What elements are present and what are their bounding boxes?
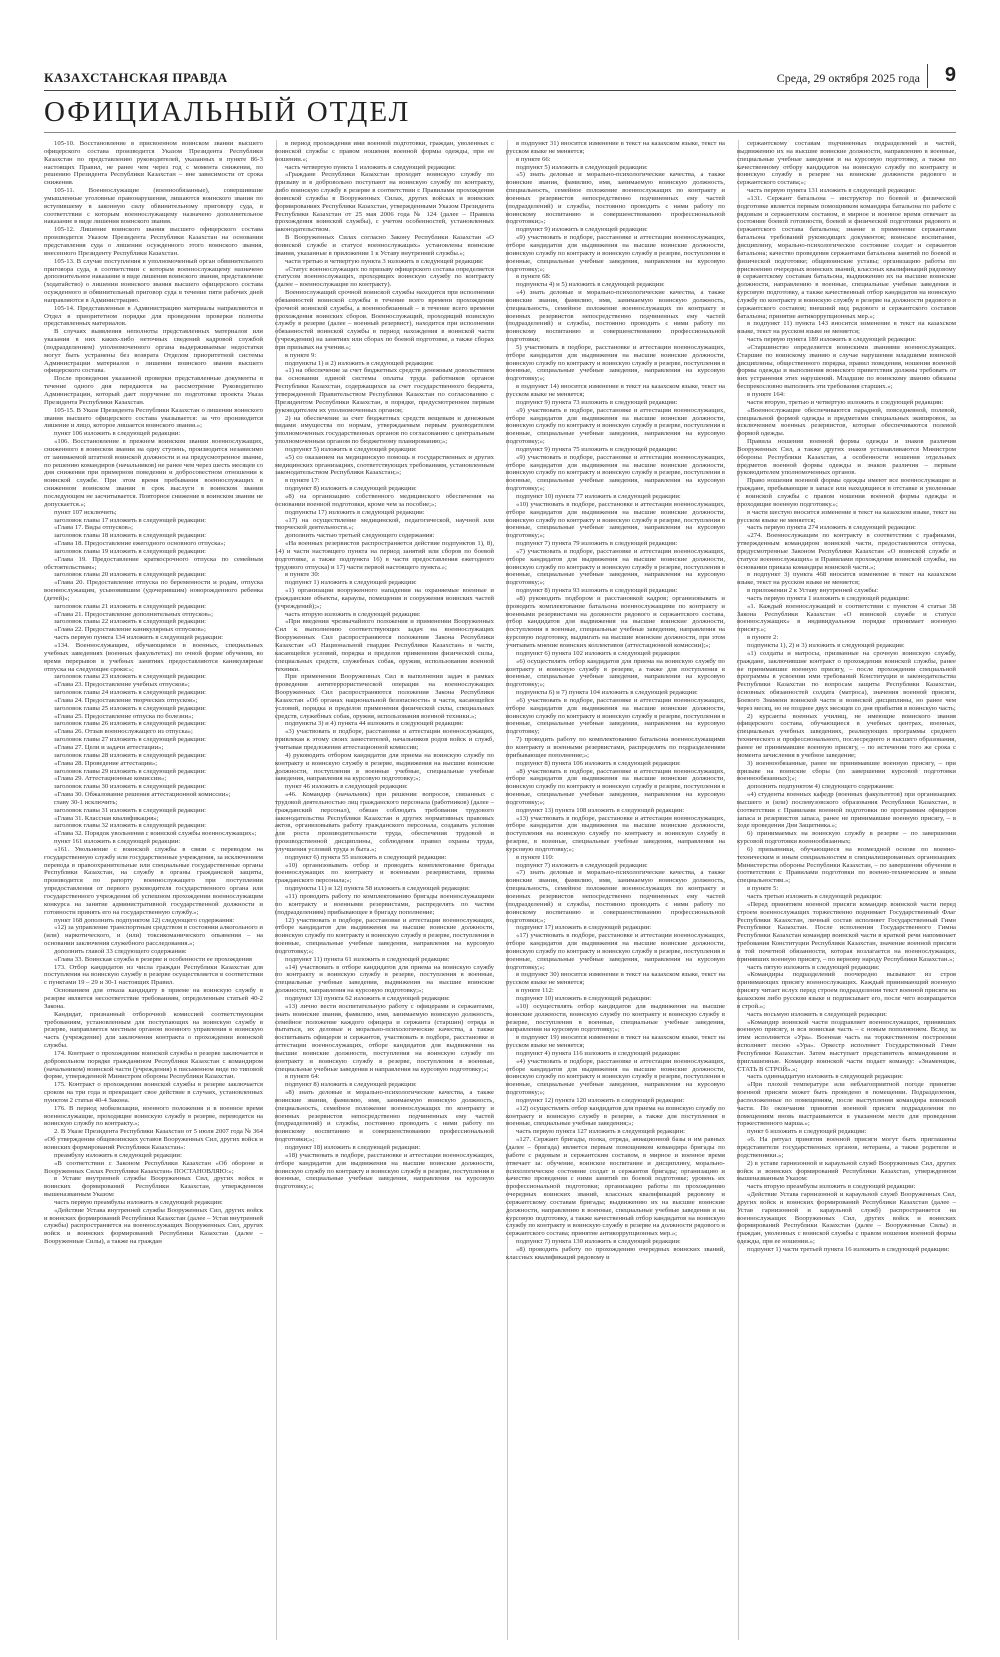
article-paragraph: подпункт 6) пункта 102 изложить в следующей редакции:: [516, 649, 681, 657]
article-paragraph: подпункт 9) пункта 75 изложить в следующей редакции:: [516, 445, 678, 453]
article-paragraph: подпункты 3) и 4) пункта 44 изложить в следующей редакции:: [285, 720, 464, 728]
article-paragraph: подпункт 17) изложить в следующей редакции:: [516, 924, 652, 932]
article-paragraph: заголовок главы 23 изложить в следующей редакции:: [54, 673, 207, 681]
article-paragraph: «10) осуществлять отбор кандидатов для выдвижения на высшие воинские должности, воинскую службу по контракту и воинскую службу в резерве, поступления в военные, специальные учебные заведения, направления на курсовую подготовку;»;: [506, 1002, 725, 1034]
article-paragraph: «Статус военнослужащих по призыву офицерского состава определяется статусом военнослужащих, проходящих воинскую службу по контракту (далее – военнослужащие по контракту).: [275, 265, 494, 289]
article-paragraph: заголовок главы 20 изложить в следующей редакции:: [54, 571, 207, 579]
article-paragraph: «12) за управление транспортным средством в состоянии алкогольного и (или) наркотического, и (или) токсикоманического опьянения – на основании заключения служебного расследования.»;: [44, 924, 263, 948]
article-paragraph: «17) на осуществление медицинской, педагогической, научной или творческой деятельности.»;: [275, 516, 494, 532]
article-paragraph: 2) в уставе гарнизонной и караульной служб Вооруженных Сил, других войск и воинских формирований Республики Казахстан, утвержденном вышеназванным Указом:: [737, 1159, 956, 1183]
article-paragraph: в пункте 164:: [747, 391, 785, 398]
article-paragraph: «При плохой температуре или неблагоприятной погоде принятие военной присяги может быть проведено в помещении. Подразделения, расположенные по помещениям, после выступления командира воинской части. По окончании принятия военной присяги подразделения по помещениям вновь выстраиваются в указанном месте для проведения торжественного марша.»;: [737, 1081, 956, 1128]
article-paragraph: в пункте 110:: [516, 853, 554, 861]
article-paragraph: подпункт 8) изложить в следующей редакции:: [285, 1081, 417, 1089]
article-paragraph: подпункты 6) и 7) пункта 104 изложить в следующей редакции:: [516, 689, 698, 697]
article-paragraph: пункт 106 изложить в следующей редакции:: [54, 430, 181, 438]
article-paragraph: «6) участвовать в подборе, расстановке и аттестации военнослужащих, отборе кандидатов для выдвижения на высшие воинские должности, воинскую службу по контракту и воинскую службу в резерве, поступления в военные, специальные учебные заведения, направления на курсовую подготовку;: [506, 696, 725, 736]
article-paragraph: В Вооруженных Силах согласно Закону Республики Казахстан «О воинской службе и статусе военнослужащих» установлены воинские звания, указанные в приложении 1 к Уставу внутренней службы.»;: [275, 234, 494, 257]
article-paragraph: часть вторую изложить в следующей редакции:: [285, 610, 421, 618]
article-paragraph: «1) на обеспечение за счет бюджетных средств денежным довольствием на основании единой системы оплаты труда работников органов Республики Казахстан, содержащихся за счет государственного бюджета, утвержденной Правительством Республики Казахстан по согласованию с Президентом Республики Казахстан, в порядке, предусмотренном первым руководителем их уполномоченных органов;: [275, 367, 494, 414]
article-columns: [44, 140, 956, 1645]
article-paragraph: 105-10. Восстановление в присвоенном воинском звании высшего офицерского состава производится Указом Президента Республики Казахстан по представлению руководителей, указанных в пункте 86-3 настоящих Правил, не ранее чем через год с момента снижения, по решению Президента Республики Казахстан – вне зависимости от срока снижения.: [44, 140, 263, 187]
article-paragraph: подпункты 1) и 2) изложить в следующей редакции:: [285, 359, 434, 367]
text-column-1: [44, 140, 263, 1645]
article-paragraph: «9) участвовать в подборе, расстановке и аттестации военнослужащих, отборе кандидатов для выдвижения на высшие воинские должности, воинскую службу по контракту и воинскую службу в резерве, поступления в военные, специальные учебные заведения, направления на курсовую подготовку;»;: [506, 234, 725, 273]
article-paragraph: в подпункт 31) вносится изменение в текст на казахском языке, текст на русском языке не меняется;: [506, 140, 725, 155]
article-paragraph: «На военных резервистов распространяется действие подпунктов 1), 8), 14) и части настоящего пункта на период занятий или сборов по боевой подготовке, а также подпункта 16) в части предоставления ежегодного трудового отпуска) и 17) части первой настоящего пункта.»;: [275, 540, 494, 571]
article-paragraph: «5) знать деловые и морально-психологические качества, а также воинские звания, фамилию, имя, занимаемую воинскую должность, специальность, семейное положение военнослужащих по контракту и военных резервистов непосредственно подчиненных ему частей (подразделений) и службы, постоянно проводить с ними работу по воинскому воспитанию и совершенствованию профессиональной подготовки;»;: [506, 171, 725, 226]
article-paragraph: части вторую, третью и четвертую изложить в следующей редакции:: [747, 398, 944, 406]
article-paragraph: подпункт 11) пункта 61 изложить в следующей редакции:: [285, 955, 450, 963]
article-paragraph: в пункте 5:: [747, 885, 779, 893]
article-paragraph: «7) знать деловые и морально-психологические качества, а также воинские звания, фамилию, имя, занимаемую воинскую должность, специальность, семейное положение военнослужащих по контракту и военных резервистов непосредственно подчиненных ему частей (подразделений) и службы, постоянно проводить с ними работу по воинскому воспитанию и совершенствованию профессиональной подготовки;»;: [506, 869, 725, 924]
article-paragraph: подпункты 1), 2) и 3) изложить в следующей редакции:: [747, 642, 905, 649]
article-paragraph: в подпункт 19) вносится изменение в текст на казахском языке, текст на русском языке не меняется;: [506, 1034, 725, 1050]
article-paragraph: 2. В Указе Президента Республики Казахстан от 5 июля 2007 года № 364 «Об утверждении общевоинских уставов Вооруженных Сил, других войск и воинских формирований Республики Казахстан»:: [44, 1128, 263, 1151]
article-paragraph: подпункт 5) изложить в следующей редакции:: [285, 445, 417, 453]
article-paragraph: подпункт 4) пункта 116 изложить в следующей редакции:: [516, 1049, 681, 1057]
text-column-2: [275, 140, 494, 1645]
article-paragraph: «Глава 19. Предоставление краткосрочного отпуска по семейным обстоятельствам»;: [44, 555, 263, 571]
article-paragraph: «При введении чрезвычайного положения и применении Вооруженных Сил к выполнению соответствующих задач на военнослужащих Вооруженных Сил распространяются положения Закона Республики Казахстан «О Национальной гвардии Республики Казахстан» в части, касающейся условий, порядка и пределов применения физической силы, специальных средств, служебных собак, оружия, использования военной техники.: [275, 618, 494, 673]
article-paragraph: часть первую пункта 134 изложить в следующей редакции:: [54, 634, 223, 642]
article-paragraph: подпункт 8) изложить в следующей редакции:: [285, 485, 417, 493]
article-paragraph: подпункт 12) пункта 120 изложить в следующей редакции:: [516, 1096, 685, 1104]
article-paragraph: «13) участвовать в подборе, расстановке и аттестации военнослужащих, отборе кандидатов для выдвижения на высшие воинские должности, поступления на воинскую службу по контракту и воинскую службу в резерве, в военные, специальные учебные заведения, направления на курсовую подготовку;»;: [506, 814, 725, 853]
article-paragraph: заголовок главы 25 изложить в следующей редакции:: [54, 704, 207, 712]
article-paragraph: «Действие Устава гарнизонной и караульной служб Вооруженных Сил, других войск и воинских формирований Республики Казахстан (далее – Устав гарнизонной и караульной служб) распространяется на военнослужащих Вооруженных Сил, других войск и воинских формирований Республики Казахстан (далее – Вооруженные Силы) и граждан, уволенных с воинской службы с правом ношения военной формы одежды, при ее ношении.»;: [737, 1191, 956, 1246]
article-paragraph: 6) принимаемых на воинскую службу в резерве – по завершении курсовой подготовки военнообязанных;: [737, 830, 956, 846]
section-title: ОФИЦИАЛЬНЫЙ ОТДЕЛ: [44, 96, 411, 128]
article-paragraph: часть пятую изложить в следующей редакции:: [747, 963, 880, 971]
article-paragraph: «Глава 21. Предоставление дополнительных отпусков»;: [54, 610, 213, 618]
article-paragraph: «1. Каждый военнослужащий в соответствии с пунктом 4 статьи 38 Закона Республики Казахстан «О воинской службе и статусе военнослужащих» в индивидуальном порядке принимает военную присягу.»;: [737, 602, 956, 634]
article-paragraph: часть восьмую изложить в следующей редакции:: [747, 1010, 887, 1018]
section-divider: [44, 132, 956, 133]
article-paragraph: «134. Военнослужащим, обучающимся в военных, специальных учебных заведениях (военных факультетах) по очной форме обучения, во время перерывов в учебных занятиях предоставляются каникулярные отпуска на следующие сроки:»;: [44, 642, 263, 673]
article-paragraph: подпункт 1) части третьей пункта 16 изложить в следующей редакции:: [747, 1245, 950, 1253]
article-paragraph: «14) участвовать в отборе кандидатов для приема на воинскую службу по контракту и воинскую службу в резерве, поступления в военные, специальные учебные заведения, выдвижения на высшие воинские должности, направления на курсовую подготовку;»;: [275, 963, 494, 995]
article-paragraph: часть первую пункта 127 изложить в следующей редакции:: [516, 1128, 685, 1136]
article-paragraph: подпункты 4) и 5) изложить в следующей редакции:: [516, 281, 665, 289]
article-paragraph: «8) знать деловые и морально-психологические качества, а также воинские звания, фамилию, имя, занимаемую воинскую должность, специальность, семейное положение военнослужащих по контракту и военных резервистов непосредственно подчиненных ему частей (подразделений) и службы, постоянно проводить с ними работу по воинскому воспитанию и совершенствованию профессиональной подготовки;»;: [275, 1089, 494, 1144]
article-paragraph: в подпункт 3) пункта 468 вносится изменение в текст на казахском языке, текст на русском языке не меняется;: [737, 571, 956, 587]
article-paragraph: 5) участвовать в подборе, расстановке и аттестации военнослужащих, отборе кандидатов для выдвижения на высшие воинские должности, воинскую службу по контракту и воинскую службу в резерве, поступления в военные, специальные учебные заведения, направления на курсовую подготовку;»;: [506, 343, 725, 383]
article-paragraph: 105-14. Представленные в Администрацию материалы направляются в Отдел в приоритетном порядке для проведения проверки полноты представленных материалов.: [44, 304, 263, 328]
article-paragraph: «Глава 31. Классная квалификация»;: [54, 814, 159, 822]
article-paragraph: «Глава 33. Воинская служба в резерве и особенности ее прохождения: [54, 955, 252, 963]
article-paragraph: 105-15. В Указе Президента Республики Казахстан о лишении воинского звания высшего офицерского состава указывается: за что производится лишение и лицо, которое лишается воинского звания.»;: [44, 406, 263, 430]
article-paragraph: подпункт 1) изложить в следующей редакции:: [285, 579, 417, 587]
article-paragraph: «1) солдаты и матросы, призванные на срочную воинскую службу, граждане, заключившие контракт о прохождении воинской службы, ранее не принимавшие военную присягу, – после прохождения специальной программы в усвоении ими требований Конституции и законодательства Республики Казахстан по вопросам защиты Республики Казахстан, основных обязанностей солдата (матроса), значения военной присяги, Боевого Знамени воинской части и воинской дисциплины, но ранее чем через месяц, но не позднее двух месяцев со дня прибытия в воинскую часть;: [737, 649, 956, 712]
article-paragraph: «Глава 29. Аттестационные комиссии»;: [54, 775, 167, 783]
article-paragraph: «Действие Устава внутренней службы Вооруженных Сил, других войск и воинских формирований Республики Казахстан (далее – Устав внутренней службы) распространяется на военнослужащих Вооруженных Сил, других войск и воинских формирований Республики Казахстан (далее – Вооруженные Силы), а также на граждан: [44, 1206, 263, 1246]
page-number: 9: [927, 64, 956, 88]
article-paragraph: в пункте 66:: [516, 155, 551, 163]
article-paragraph: заголовок главы 26 изложить в следующей редакции:: [54, 720, 207, 728]
article-paragraph: Военнослужащий срочной воинской службы находится при исполнении обязанностей воинской службы в течение всего времени прохождения срочной воинской службы, а военнообязанный – в течение всего времени прохождения воинских сборов. Военнослужащий, проходящий воинскую службу в резерве (далее – военный резервист), находится при исполнении обязанностей воинской службы в период нахождения в воинской части (учреждении) на занятиях или сборах по боевой подготовке, а также сборах при призывах на учения.»;: [275, 289, 494, 351]
article-paragraph: «Глава 24. Предоставление творческих отпусков»;: [54, 696, 198, 704]
article-paragraph: сержантскому составам подчиненных подразделений и частей, выдвижению их на высшие воинские должности, направлению в военные, специальные учебные заведения и на курсовую подготовку, а также по качественному отбору кандидатов на воинскую службу по контракту и воинскую службу в резерве на воинские должности рядового и сержантского состава;»;: [737, 140, 956, 187]
article-paragraph: «7) участвовать в подборе, расстановке и аттестации военнослужащих, отборе кандидатов для выдвижения на высшие воинские должности, воинскую службу по контракту и воинскую службу в резерве, поступления в военные, специальные учебные заведения, направления на курсовую подготовку;»;: [506, 547, 725, 587]
article-paragraph: в пункте 2:: [747, 634, 779, 642]
article-paragraph: в пункте 30:: [285, 571, 320, 579]
article-paragraph: Кандидат, признанный отборочной комиссией соответствующим требованиям, установленным для поступающих на воинскую службу в резерве, направляется местным органом военного управления в воинскую часть (учреждение) для заключения контракта о прохождении воинской службы.: [44, 1010, 263, 1050]
article-paragraph: заголовок главы 28 изложить в следующей редакции:: [54, 751, 207, 759]
article-paragraph: «161. Увольнение с воинской службы в связи с переводом на государственную службу или государственные учреждения, за исключением перевода в правоохранительные или специальные государственные органы Республики Казахстан, на службу в органы гражданской защиты, производится по рапорту военнослужащего при поступлении упредоставления от первого руководителя государственного органа или государственного учреждения об успешном прохождении военнослужащим конкурса на занятие административной государственной должности и готовности принять его на государственную службу.»;: [44, 845, 263, 916]
article-paragraph: часть третью изложить в следующей редакции:: [747, 893, 883, 900]
article-paragraph: часть четвертую пункта 1 изложить в следующей редакции:: [285, 163, 456, 171]
article-paragraph: «Командиры подразделений поочередно вызывают из строя принимающих присягу военнослужащих. Каждый принимающий военную присягу читает вслух перед строем подразделения текст военной присяги на казахском либо русском языке и подписывает его, после чего возвращается в строй.»;: [737, 971, 956, 1010]
article-paragraph: 173. Отбор кандидатов из числа граждан Республики Казахстан для поступления на воинскую службу в резерве осуществляется в соответствии с пунктами 19 – 29 и 30-1 настоящих Правил.: [44, 963, 263, 987]
article-paragraph: 174. Контракт о прохождении воинской службы в резерве заключается в добровольном порядке гражданином Республики Казахстан с командиром (начальником) воинской части (учреждения) в письменном виде по типовой форме, утвержденной Министром обороны Республики Казахстан.: [44, 1049, 263, 1081]
article-paragraph: подпункт 9) изложить в следующей редакции:: [516, 226, 648, 234]
text-column-3: [506, 140, 725, 1645]
article-paragraph: «4) студенты военных кафедр (военных факультетов) при организациях высшего и (или) послевузовского образования Республики Казахстан, в соответствии с Правилами военной подготовки по программам офицеров запаса и резервистов запаса, ранее не принимавшие военную присягу, – в ходе проведения Дня Защитника.»;: [737, 791, 956, 830]
article-paragraph: пункт 168 дополнить подпунктом 12) следующего содержания:: [54, 916, 235, 924]
article-paragraph: в приложении 2 к Уставу внутренней службы:: [747, 587, 879, 595]
article-paragraph: подпункт 5) изложить в следующей редакции:: [516, 163, 648, 171]
article-paragraph: «Глава 26. Отзыв военнослужащего из отпуска»;: [54, 728, 193, 736]
article-paragraph: в подпункт 30) вносится изменение в текст на казахском языке, текст на русском языке не меняется;: [506, 971, 725, 987]
article-paragraph: часть первую пункта 1 изложить в следующей редакции:: [747, 594, 910, 602]
article-paragraph: в пункте 68:: [516, 273, 551, 281]
article-paragraph: в Уставе внутренней службы Вооруженных Сил, других войск и воинских формирований Республики Казахстан, утвержденном вышеназванным Указом:: [44, 1175, 263, 1199]
article-paragraph: подпункт 18) изложить в следующей редакции:: [285, 1144, 421, 1151]
article-paragraph: часть вторую преамбулы изложить в следующей редакции:: [747, 1183, 916, 1191]
article-paragraph: в пункте 64:: [285, 1073, 320, 1081]
article-paragraph: После проведения указанной проверки представленные документы в течение одного дня передаются на рассмотрение Руководителю Администрации, который дает поручение по подготовке проекта Указа Президента Республики Казахстан.: [44, 375, 263, 406]
article-paragraph: в пункте 112:: [516, 987, 554, 995]
article-paragraph: дополнить главой 33 следующего содержания:: [54, 947, 187, 955]
article-paragraph: «8) участвовать в подборе, расстановке и аттестации военнослужащих, отборе кандидатов для выдвижения на высшие воинские должности, воинскую службу по контракту и воинскую службу в резерве, поступления в военные, специальные учебные заведения, направления на курсовую подготовку;»;: [506, 767, 725, 806]
article-paragraph: «Командир воинской части поздравляет военнослужащих, принявших военную присягу, и вся воинская часть – с новым пополнением. Вслед за этим исполняется «Ура». Военная часть на торжественном построении исполняет песню «Ура». Оркестр исполняет Государственный Гимн Республики Казахстан. Затем выступает представитель командования и приглашенные. Командир воинской части подает команду: «Знаменщик, СТАТЬ В СТРОЙ».»;: [737, 1018, 956, 1073]
article-paragraph: пункт 161 изложить в следующей редакции:: [54, 838, 181, 846]
article-paragraph: «Глава 32. Порядок увольнения с воинской службы военнослужащих»;: [54, 830, 257, 838]
article-paragraph: части третью и четвертую пункта 3 изложить в следующей редакции:: [285, 257, 484, 265]
article-paragraph: «1) организации вооруженного нападения на охраняемые военные и гражданские объекты, караулы, помещения и сооружения воинских частей (учреждений);»;: [275, 587, 494, 610]
article-paragraph: в подпункт 14) вносится изменение в текст на казахском языке, текст на русском языке не меняется;: [506, 383, 725, 398]
article-paragraph: подпункт 7) изложить в следующей редакции:: [516, 861, 648, 869]
article-paragraph: В случаях выявления неполноты представленных материалов или указания в них каких-либо неточных сведений кадровой службой (подразделением) уполномоченного органа выдерживаемые недостатки могут быть устранены без возврата Отделом приоритетной системы Администрации материалов о лишении воинского звания высшего офицерского состава.: [44, 328, 263, 375]
issue-date: Среда, 29 октября 2025 года: [776, 71, 920, 85]
article-paragraph: заголовок главы 29 изложить в следующей редакции:: [54, 767, 207, 775]
article-paragraph: «8) проводить работу по прохождению очередных воинских званий, классных квалификаций рядовому и: [506, 1245, 725, 1261]
article-paragraph: «18) участвовать в подборе, расстановке и аттестации военнослужащих, отборе кандидатов для выдвижения на высшие воинские должности, воинскую службу по контракту и воинскую службу в резерве, поступления в военные, специальные учебные заведения, направления на курсовую подготовку;»;: [275, 1151, 494, 1191]
article-paragraph: в подпункт 11) пункта 143 вносится изменение в текст на казахском языке, текст на русском языке не меняется;: [737, 320, 956, 336]
article-paragraph: «5) со оказанием на медицинскую помощь в государственных и других медицинских организациях, соответствующих требованиям, установленным законодательством Республики Казахстан;»;: [275, 453, 494, 477]
article-paragraph: «Глава 25. Предоставление отпуска по болезни»;: [54, 712, 194, 720]
article-paragraph: подпункт 9) пункта 73 изложить в следующей редакции:: [516, 398, 678, 406]
article-paragraph: 3) военнообязанные, ранее не принимавшие военную присягу, – при призыве на воинские сборы (по завершении курсовой подготовки военнообязанных);»;: [737, 759, 956, 783]
article-paragraph: «9) участвовать в подборе, расстановке и аттестации военнослужащих, отборе кандидатов для выдвижения на высшие воинские должности, воинскую службу по контракту и воинскую службу в резерве, поступления в военные, специальные учебные заведения, направления на курсовую подготовку;»;: [506, 406, 725, 446]
article-paragraph: заголовок главы 22 изложить в следующей редакции:: [54, 618, 207, 626]
article-paragraph: «8) на организацию собственного медицинского обеспечения на основании военной подготовки, кроме чем за пособие;»;: [275, 492, 494, 508]
article-paragraph: 2) курсанты военных училищ, не имеющие воинского звания офицерского состава, обучающиеся в учебных центрах, военных, специальных учебных заведениях, реализующих программы среднего технического и профессионального, послесреднего и высшего образования, ранее не принимавшие военную присягу, – по истечении того же срока с момента зачисления в учебное заведение;: [737, 712, 956, 759]
article-paragraph: подпункт 8) пункта 106 изложить в следующей редакции:: [516, 759, 681, 767]
article-paragraph: заголовок главы 19 изложить в следующей редакции:: [54, 547, 207, 555]
article-paragraph: «106. Восстановление в прежнем воинском звании военнослужащих, сниженного в воинском звании на одну ступень, производится независимо от занимаемой штатной воинской должности и на предусмотренное звание, по решению командиров (начальников) не ранее чем через шесть месяцев со дня снижения при примерном поведении и добросовестном отношении к воинской службе. При этом время пребывания военнослужащих в сниженном воинском звании в срок выслуги в воинском звании последующем не засчитывается. Повторное снижение в воинском звании не допускается.»;: [44, 438, 263, 508]
article-paragraph: в части шестую вносится изменение в текст на казахском языке, текст на русском языке не меняется;: [737, 508, 956, 524]
article-paragraph: «10) участвовать в подборе, расстановке и аттестации военнослужащих, отборе кандидатов для выдвижения на высшие воинские должности, воинскую службу по контракту и воинскую службу в резерве, поступления в военные, специальные учебные заведения, направления на курсовую подготовку;»;: [506, 500, 725, 540]
article-paragraph: 105-13. В случае поступления в уполномоченный орган обвинительного приговора суда, в соответствии с которым военнослужащему назначено дополнительное наказание в виде лишения воинского звания, представление (ходатайство) о лишении воинского звания высшего офицерского состава осужденного и обвинительный приговор суда в течение пяти рабочих дней направляются в Администрацию.: [44, 257, 263, 304]
article-paragraph: подпункт 13) пункта 108 изложить в следующей редакции:: [516, 806, 685, 814]
article-paragraph: «Глава 17. Виды отпусков»;: [54, 524, 134, 532]
article-paragraph: в период прохождения ими военной подготовки, граждан, уволенных с воинской службы с правом ношения военной формы одежды, при ее ношении.»;: [275, 140, 494, 163]
article-paragraph: Право ношения военной формы одежды имеют все военнослужащие и граждане, пребывающие в запасе или находящиеся в отставке и уволенные с воинской службы с правом ношения военной формы одежды и проходящие военную подготовку.»;: [737, 477, 956, 508]
article-paragraph: в пункте 17:: [285, 477, 320, 485]
article-paragraph: пункт 46 изложить в следующей редакции:: [285, 783, 408, 791]
article-paragraph: заголовок главы 17 изложить в следующей редакции:: [54, 516, 207, 524]
article-paragraph: «Глава 28. Проведение аттестации»;: [54, 759, 158, 767]
article-paragraph: «274. Военнослужащим по контракту в соответствии с графиками, утвержденным командиром воинской части, предоставляются отпуска, предусмотренные Законом Республики Казахстан «О воинской службе и статусе военнослужащих» и Правилами прохождения воинской службы, на основании приказа командира воинской части.»;: [737, 532, 956, 571]
article-paragraph: «Глава 27. Цели и задачи аттестации»;: [54, 743, 164, 751]
article-paragraph: 4) руководить отбором кандидатов для приема на воинскую службу по контракту и воинскую службу в резерве, выдвижения на высшие воинские должности, поступления в военные учебные, специальные учебные заведения, направления на курсовую подготовку;»;: [275, 751, 494, 783]
article-paragraph: «127. Сержант бригады, полка, отряда, авиационной базы и им равных (далее – бригада) является первым помощником командира бригады по работе с рядовым и сержантским составом, в мирное и военное время отвечает за: обучение, воинское воспитание и дисциплину, морально-психологическое состояние солдат и сержантов бригады; организацию и качество проведения с ними занятий по боевой подготовке; уровень их профессиональной подготовки; организацию работы по прохождению очередных воинских званий, классных квалификаций рядовому и сержантскому составам бригады; выдвижению их на высшие воинские должности, направлению в военные, специальные учебные заведения и на курсовую подготовку, а также качественный отбор кандидатов на воинскую службу по контракту и воинскую службу в резерве на должности рядового и сержантского состава; принятие антикоррупционных мер.»;: [506, 1136, 725, 1238]
article-paragraph: часть первую преамбулы изложить в следующей редакции:: [54, 1198, 223, 1206]
newspaper-name: КАЗАХСТАНСКАЯ ПРАВДА: [44, 70, 228, 85]
article-paragraph: «Глава 23. Предоставление учебных отпусков»;: [54, 681, 190, 689]
article-paragraph: «131. Сержант батальона – инструктор по боевой и физической подготовке является первым помощником командира батальона по работе с рядовым и сержантским составом, в мирное и военное время отвечает за состояние боевой готовности, боевой и физической подготовки рядового и сержантского состава батальона; знание и применение сержантами батальона требований руководящих документов; воинское воспитание, дисциплину, морально-психологическое состояние солдат и сержантов батальона; качество проведения сержантами батальона занятий по боевой и физической подготовке; общевоинские уставы; организацию работы по присвоению очередных воинских званий, классных квалификаций рядовому и сержантскому составам батальона, выдвижению их на высшие воинские должности, направлению в военные, специальные учебные заведения и курсовую подготовку, а также качественный отбор кандидатов на воинскую службу по контракту и воинскую службу в резерве на должности рядового и сержантского составов; внешний вид рядового и сержантского составов батальона; принятие антикоррупционных мер.»;: [737, 194, 956, 320]
article-paragraph: 105-12. Лишение воинского звания высшего офицерского состава производится Указом Президента Республики Казахстан на основании представления суда о лишении осужденного этого воинского звания, внесенного Президенту Республики Казахстан.: [44, 226, 263, 257]
article-paragraph: 105-11. Военнослужащие (военнообязанные), совершившие умышленные уголовные правонарушения, лишаются воинского звания по вступившему в законную силу обвинительному приговору суда, в соответствии с которым военнослужащему назначено дополнительное наказание в виде лишения воинского звания.: [44, 187, 263, 226]
article-paragraph: Правила ношения военной формы одежды и знаков различия Вооруженных Сил, а также других знаков устанавливаются Министром обороны Республики Казахстан, а особенности ношения отдельных предметов военной формы одежды и знаков различия – первым руководителем уполномоченных органов.: [737, 438, 956, 477]
article-paragraph: дополнить подпунктом 4) следующего содержания:: [747, 783, 894, 791]
article-paragraph: часть одиннадцатую изложить в следующей редакции:: [747, 1073, 903, 1081]
article-paragraph: «6. На ритуал принятия военной присяги могут быть приглашены представители государственных органов, ветераны, а также родители и родственники.»;: [737, 1136, 956, 1159]
article-paragraph: заголовок главы 18 изложить в следующей редакции:: [54, 532, 207, 540]
article-paragraph: «10) организовывать отбор и проводить комплектование бригады военнослужащих по контракту и военными резервистами, приема гражданского персонала;»;: [275, 861, 494, 885]
article-paragraph: «12) осуществлять отбор кандидатов для приема на воинскую службу по контракту и воинскую службу в резерве, а также для поступления в военные, специальные учебные заведения;»;: [506, 1104, 725, 1128]
article-paragraph: подпункты 11) и 12) пункта 58 изложить в следующей редакции:: [285, 885, 470, 893]
article-paragraph: заголовок главы 30 изложить в следующей редакции:: [54, 783, 207, 791]
article-paragraph: Основанием для отказа кандидату в приеме на воинскую службу в резерве является несоответствие требованиям, определенным статьей 40-2 Закона.: [44, 987, 263, 1010]
article-paragraph: «Глава 30. Обжалование решения аттестационной комиссии»;: [54, 791, 231, 799]
article-paragraph: «Перед принятием военной присяги командир воинской части перед строем военнослужащих торжественно поднимает Государственный Флаг Республики Казахстан, личный состав исполняет Государственный Гимн Республики Казахстан. После исполнения Государственного Гимна Республики Казахстан командир воинской части в краткой речи напоминает требования Конституции Республики Казахстан, значение военной присяги и той почетной обязанности, которая возлагается на военнослужащих, принявших военную присягу, – по верному народу Республики Казахстан.»;: [737, 900, 956, 963]
article-paragraph: подпункт 7) пункта 130 изложить в следующей редакции:: [516, 1238, 681, 1246]
article-paragraph: 7) проводить работу по комплектованию батальона военнослужащими по контракту и военными резервистами, распределять по подразделениям прибывающее пополнение;»;: [506, 736, 725, 759]
article-paragraph: в пункте 9:: [285, 351, 317, 359]
article-paragraph: часть первую пункта 131 изложить в следующей редакции:: [747, 187, 916, 195]
article-paragraph: преамбулу изложить в следующей редакции:: [54, 1151, 182, 1159]
article-paragraph: заголовок главы 31 изложить в следующей редакции:: [54, 806, 207, 814]
article-paragraph: «4) знать деловые и морально-психологические качества, а также воинские звания, фамилию, имя, занимаемую воинскую должность, специальность, семейное положение военнослужащих по контракту и военных резервистов непосредственно подчиненных ему частей (подразделений) и службы, постоянно проводить с ними работу по воинскому воспитанию и совершенствованию профессиональной подготовки;: [506, 289, 725, 344]
article-paragraph: «6) осуществлять отбор кандидатов для приема на воинскую службу по контракту и воинскую службу в резерве, а также для поступления в военные, специальные учебные заведения, направления на курсовую подготовку;»;: [506, 657, 725, 689]
article-paragraph: заголовок главы 27 изложить в следующей редакции:: [54, 736, 207, 744]
text-column-4: [737, 140, 956, 1645]
article-paragraph: «Глава 20. Предоставление отпуска по беременности и родам, отпуска военнослужащим, усыновившим (удочерившим) новорожденного ребенка (детей)»;: [44, 579, 263, 602]
article-paragraph: «9) участвовать в подборе, расстановке и аттестации военнослужащих, отборе кандидатов для выдвижения на высшие воинские должности, воинскую службу по контракту и воинскую службу в резерве, поступления в военные, специальные учебные заведения, направления на курсовую подготовку;»;: [506, 453, 725, 493]
article-paragraph: главу 30-1 исключить;: [54, 798, 118, 806]
article-paragraph: 2) на обеспечение за счет бюджетных средств вещевым и денежным видами имущества по нормам, утверждаемым первым руководителем уполномоченных государственных органов по согласованию с центральным уполномоченным органом по бюджетному планированию;»;: [275, 414, 494, 446]
article-paragraph: часть первую пункта 274 изложить в следующей редакции:: [747, 524, 916, 532]
article-paragraph: 12) участвовать в подборе, расстановке и аттестации военнослужащих, отборе кандидатов для выдвижения на высшие воинские должности, воинскую службу по контракту и воинскую службу в резерве, поступления в военные, специальные учебные заведения, направления на курсовую подготовку;»;: [275, 916, 494, 955]
article-paragraph: «В соответствии с Законом Республики Казахстан «Об обороне и Вооруженных Силах Республики Казахстан» ПОСТАНОВЛЯЮ:»;: [44, 1159, 263, 1175]
masthead: [44, 64, 956, 91]
article-paragraph: заголовок главы 32 изложить в следующей редакции:: [54, 822, 207, 830]
article-paragraph: пункт 107 исключить;: [54, 508, 117, 516]
article-paragraph: «Старшинство определяется воинскими званиями военнослужащих. Старшие по воинскому званию в случае нарушения младшими воинской дисциплины, общественного порядка, правил поведения, ношения военной формы одежды и выполнения воинского приветствия должны требовать от них устранения этих нарушений. Младшие по воинскому званию обязаны беспрекословно выполнять эти требования старших.»;: [737, 343, 956, 391]
article-paragraph: «Военнослужащие обеспечиваются парадной, повседневной, полевой, специальной формой одежды и предметами специальных экипировок, за исключением военных резервистов, которые обеспечиваются полевой формой одежды.: [737, 406, 956, 438]
article-paragraph: подпункты 17) изложить в следующей редакции:: [285, 508, 425, 516]
article-paragraph: «11) проводить работу по комплектованию бригады военнослужащими по контракту и военными резервистами, распределять по частям (подразделениям) прибывающее в бригаду пополнение;: [275, 893, 494, 916]
article-paragraph: «17) участвовать в подборе, расстановке и аттестации военнослужащих, отборе кандидатов для выдвижения на высшие воинские должности, воинскую службу по контракту и воинскую службу в резерве, поступления в военные, специальные учебные заведения, направления на курсовую подготовку;»;: [506, 932, 725, 971]
article-paragraph: подпункт 10) изложить в следующей редакции:: [516, 994, 652, 1002]
article-paragraph: «46. Командир (начальник) при решении вопросов, связанных с трудовой деятельностью лиц гражданского персонала (работников) (далее – гражданский персонал), обязан соблюдать требования трудового законодательства Республики Казахстан и других нормативных правовых актов, организовывать работу гражданского персонала, создавать условия для роста производительности труда, обеспечения трудовой и производственной дисциплины, соблюдения правил охраны труда, улучшения условий труда и быта.»;: [275, 791, 494, 853]
article-paragraph: «13) лично вести воспитательную работу с офицерами и сержантами, знать воинские звания, фамилию, имя, занимаемую воинскую должность, семейное положение каждого офицера и сержанта (старшин) отряда и пытаться, их деловые и морально-психологические качества, а также воспитывать офицеров и сержантов, участвовать в подборе, расстановке и аттестации военнослужащих, отборе кандидатов для выдвижения на высшие воинские должности, поступления на воинскую службу по контракту и воинскую службу в резерве, поступления в военные, специальные учебные заведения и направления на курсовую подготовку;»;: [275, 1002, 494, 1073]
article-paragraph: подпункт 10) пункта 77 изложить в следующей редакции:: [516, 492, 681, 500]
article-paragraph: заголовок главы 24 изложить в следующей редакции:: [54, 689, 207, 697]
article-paragraph: «Граждане Республики Казахстан проходят воинскую службу по призыву и в добровольно поступают на воинскую службу по контракту, либо воинскую службу в резерве в соответствии с Правилами прохождения воинской службы в Вооруженных Силах, других войсках и воинских формированиях Республики Казахстан, утвержденными Указом Президента Республики Казахстан от 25 мая 2006 года № 124 (далее – Правила прохождения воинской службы), с учетом особенностей, установленных законодательством.: [275, 171, 494, 234]
article-paragraph: 6) призывники, обучающиеся на возмездной основе по военно-техническим и иным специальностям в специализированных организациях Министерства обороны Республики Казахстан, – по завершении обучения в соответствии с Правилами подготовки по военно-техническим и иным специальностям.»;: [737, 845, 956, 885]
article-paragraph: 176. В период мобилизации, военного положения и в военное время военнослужащие, проходящие воинскую службу в резерве, переводятся на воинскую службу по контракту.»;: [44, 1104, 263, 1128]
article-paragraph: «Глава 18. Предоставление ежегодного основного отпуска»;: [54, 540, 226, 548]
article-paragraph: «4) участвовать в подборе, расстановке и аттестации военнослужащих, отборе кандидатов для выдвижения на высшие воинские должности, воинскую службу по контракту и воинскую службу в резерве, поступления в военные, специальные учебные заведения, направления на курсовую подготовку;»;: [506, 1057, 725, 1097]
article-paragraph: пункт 6 изложить в следующей редакции:: [747, 1128, 867, 1136]
article-paragraph: подпункт 6) пункта 55 изложить в следующей редакции:: [285, 853, 447, 861]
article-paragraph: «8) руководить подбором и расстановкой кадров; организовывать и проводить комплектование батальона военнослужащими по контракту и военными резервистами на должности рядового и сержантского состава, отбор кандидатов для выдвижения на высшие воинские должности, поступления в военные, специальные учебные заведения, направления на курсовую подготовку, выдвигать на высшие воинские должности, при этом учитывать мнение воинских коллективов (аттестационной комиссии);»;: [506, 594, 725, 649]
article-paragraph: заголовок главы 21 изложить в следующей редакции:: [54, 602, 207, 610]
article-paragraph: 175. Контракт о прохождении воинской службы в резерве заключается сроком на три года и прекращает свое действие в случаях, установленных пунктом 2 статьи 40-4 Закона.: [44, 1081, 263, 1104]
article-paragraph: часть первую пункта 189 изложить в следующей редакции:: [747, 336, 916, 344]
article-paragraph: подпункт 13) пункта 62 изложить в следующей редакции:: [285, 994, 450, 1002]
article-paragraph: «Глава 22. Предоставление каникулярных отпусков»;: [54, 626, 206, 634]
article-paragraph: «3) участвовать в подборе, расстановке и аттестации военнослужащих, привлекая к этому своих заместителей, начальников родов войск и служб, учитывая предложения аттестационной комиссии;: [275, 728, 494, 751]
article-paragraph: подпункт 7) пункта 79 изложить в следующей редакции:: [516, 540, 678, 548]
article-paragraph: При применении Вооруженных Сил в выполнении задач в рамках проведения антитеррористической операции на военнослужащих Вооруженных Сил распространяются положения Закона Республики Казахстан «Об органах национальной безопасности» в части, касающейся условий, порядка и пределов применения физической силы, специальных средств, служебных собак, оружия, использования военной техники.»;: [275, 673, 494, 720]
article-paragraph: подпункт 8) пункта 93 изложить в следующей редакции:: [516, 587, 678, 595]
article-paragraph: дополнить частью третьей следующего содержания:: [285, 532, 435, 540]
